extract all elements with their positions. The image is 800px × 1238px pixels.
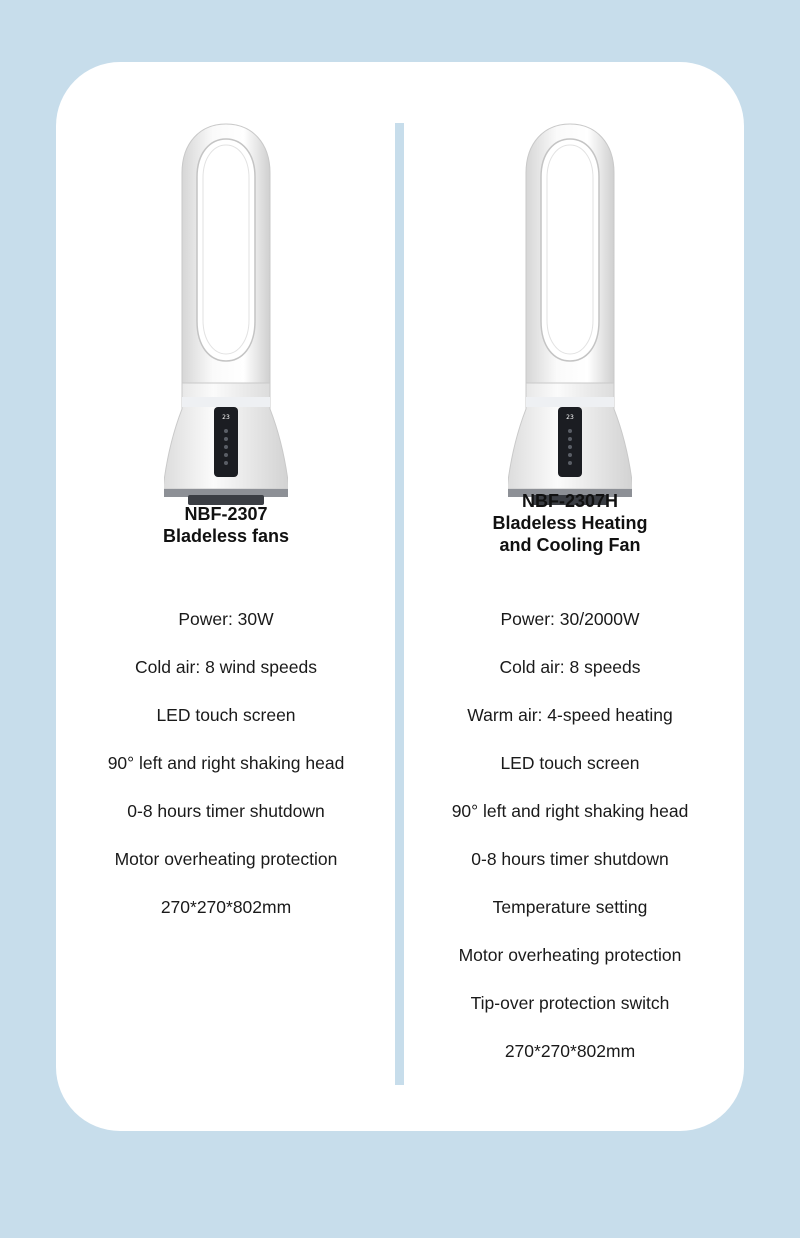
fan-display-reading: 23 — [566, 414, 574, 421]
model-number: NBF-2307 — [184, 504, 268, 524]
product-title — [400, 490, 740, 556]
spec-item: Motor overheating protection — [114, 849, 338, 869]
product-name-line: Bladeless Heating — [492, 513, 648, 533]
spec-item: Tip-over protection switch — [470, 993, 670, 1013]
spec-item: Power: 30W — [178, 609, 274, 629]
spec-item: 90° left and right shaking head — [451, 801, 689, 821]
spec-item: Power: 30/2000W — [500, 609, 640, 629]
spec-item: LED touch screen — [156, 705, 296, 725]
spec-item: 270*270*802mm — [504, 1041, 636, 1061]
spec-item: Temperature setting — [492, 897, 648, 917]
product-column-nbf-2307h — [400, 62, 740, 1131]
product-column-nbf-2307 — [56, 62, 396, 1131]
spec-item: LED touch screen — [500, 753, 640, 773]
product-name-line: Bladeless fans — [162, 526, 290, 546]
product-title — [56, 503, 396, 547]
spec-item: 90° left and right shaking head — [107, 753, 345, 773]
bladeless-fan-image — [164, 121, 288, 513]
comparison-card — [56, 62, 744, 1131]
spec-item: 0-8 hours timer shutdown — [127, 801, 325, 821]
fan-display-reading: 23 — [222, 414, 230, 421]
bladeless-heating-fan-image — [508, 121, 632, 513]
spec-item: Cold air: 8 wind speeds — [135, 657, 317, 677]
spec-item: Warm air: 4-speed heating — [467, 705, 673, 725]
model-number: NBF-2307H — [521, 491, 619, 511]
spec-list — [56, 607, 396, 943]
product-name-line: and Cooling Fan — [499, 535, 641, 555]
spec-item: 0-8 hours timer shutdown — [471, 849, 669, 869]
spec-item: Cold air: 8 speeds — [499, 657, 641, 677]
spec-item: 270*270*802mm — [160, 897, 292, 917]
spec-list — [400, 607, 740, 1087]
spec-item: Motor overheating protection — [458, 945, 682, 965]
